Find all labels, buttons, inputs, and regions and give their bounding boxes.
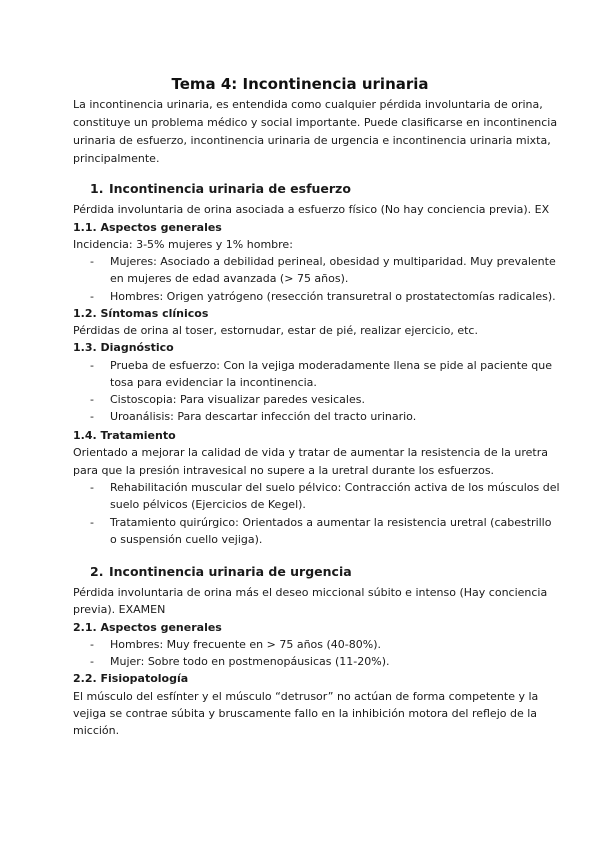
- list-item-text: Mujer: Sobre todo en postmenopáusicas (11-20%).: [110, 655, 390, 668]
- section-title: Incontinencia urinaria de esfuerzo: [109, 181, 351, 196]
- list-dash: -: [90, 481, 94, 494]
- list-dash: -: [90, 516, 94, 529]
- paragraph-line: Orientado a mejorar la calidad de vida y tratar de aumentar la resistencia de la uretra: [73, 446, 548, 459]
- section-2-heading: [90, 563, 550, 581]
- section-2-definition-line: previa). EXAMEN: [73, 603, 166, 616]
- list-item-text: Mujeres: Asociado a debilidad perineal, obesidad y multiparidad. Muy prevalente: [110, 255, 556, 268]
- list-dash: -: [90, 255, 94, 268]
- paragraph: Pérdidas de orina al toser, estornudar, estar de pié, realizar ejercicio, etc.: [73, 324, 478, 337]
- section-number: 2.: [90, 564, 104, 579]
- section-1-definition: Pérdida involuntaria de orina asociada a esfuerzo físico (No hay conciencia previa). EX: [73, 203, 550, 216]
- list-item-continuation: suelo pélvicos (Ejercicios de Kegel).: [110, 498, 306, 511]
- subsection-1-3-heading: 1.3. Diagnóstico: [73, 341, 174, 354]
- intro-line: urinaria de esfuerzo, incontinencia urinaria de urgencia e incontinencia urinaria mixta,: [73, 134, 551, 147]
- list-dash: -: [90, 290, 94, 303]
- list-dash: -: [90, 393, 94, 406]
- list-item: [90, 391, 550, 409]
- intro-line: constituye un problema médico y social importante. Puede clasificarse en incontinencia: [73, 116, 558, 129]
- section-number: 1.: [90, 181, 104, 196]
- intro-line: La incontinencia urinaria, es entendida como cualquier pérdida involuntaria de orina,: [73, 98, 543, 111]
- list-item-text: Hombres: Origen yatrógeno (resección transuretral o prostatectomías radicales).: [110, 290, 556, 303]
- list-item-text: Hombres: Muy frecuente en > 75 años (40-80%).: [110, 638, 382, 651]
- paragraph-line: para que la presión intravesical no supere a la uretral durante los esfuerzos.: [73, 464, 495, 477]
- list-item: [90, 357, 553, 375]
- list-dash: -: [90, 638, 94, 651]
- list-dash: -: [90, 359, 94, 372]
- subsection-1-2-heading: 1.2. Síntomas clínicos: [73, 307, 209, 320]
- list-item: [90, 288, 556, 306]
- subsection-2-2-heading: 2.2. Fisiopatología: [73, 672, 189, 685]
- paragraph-line: El músculo del esfínter y el músculo “detrusor” no actúan de forma competente y la: [73, 690, 539, 703]
- list-item: [90, 479, 560, 497]
- paragraph-line: vejiga se contrae súbita y bruscamente fallo en la inhibición motora del reflejo de la: [73, 707, 538, 720]
- list-item-text: Rehabilitación muscular del suelo pélvico: Contracción activa de los músculos del: [110, 481, 560, 494]
- page-title: Tema 4: Incontinencia urinaria: [171, 75, 429, 93]
- subsection-2-1-heading: 2.1. Aspectos generales: [73, 621, 222, 634]
- list-item-text: Uroanálisis: Para descartar infección del tracto urinario.: [110, 410, 417, 423]
- intro-line: principalmente.: [73, 152, 160, 165]
- subsection-1-1-heading: 1.1. Aspectos generales: [73, 221, 222, 234]
- list-item-continuation: o suspensión cuello vejiga).: [110, 533, 263, 546]
- list-item: [90, 408, 550, 426]
- list-item: [90, 653, 550, 671]
- section-2-definition-line: Pérdida involuntaria de orina más el deseo miccional súbito e intenso (Hay conciencia: [73, 586, 548, 599]
- list-item-continuation: tosa para evidenciar la incontinencia.: [110, 376, 317, 389]
- subsection-1-4-heading: 1.4. Tratamiento: [73, 429, 176, 442]
- list-item-text: Cistoscopia: Para visualizar paredes vesicales.: [110, 393, 365, 406]
- section-1-heading: [90, 180, 550, 198]
- list-item-text: Prueba de esfuerzo: Con la vejiga moderadamente llena se pide al paciente que: [110, 359, 553, 372]
- paragraph: Incidencia: 3-5% mujeres y 1% hombre:: [73, 238, 293, 251]
- list-item: [90, 253, 556, 271]
- paragraph-line: micción.: [73, 724, 120, 737]
- list-item-continuation: en mujeres de edad avanzada (> 75 años).: [110, 272, 349, 285]
- list-item: [90, 514, 550, 532]
- list-item: [90, 636, 550, 654]
- list-item-text: Tratamiento quirúrgico: Orientados a aumentar la resistencia uretral (cabestrillo: [110, 516, 552, 529]
- section-title: Incontinencia urinaria de urgencia: [109, 564, 352, 579]
- list-dash: -: [90, 655, 94, 668]
- list-dash: -: [90, 410, 94, 423]
